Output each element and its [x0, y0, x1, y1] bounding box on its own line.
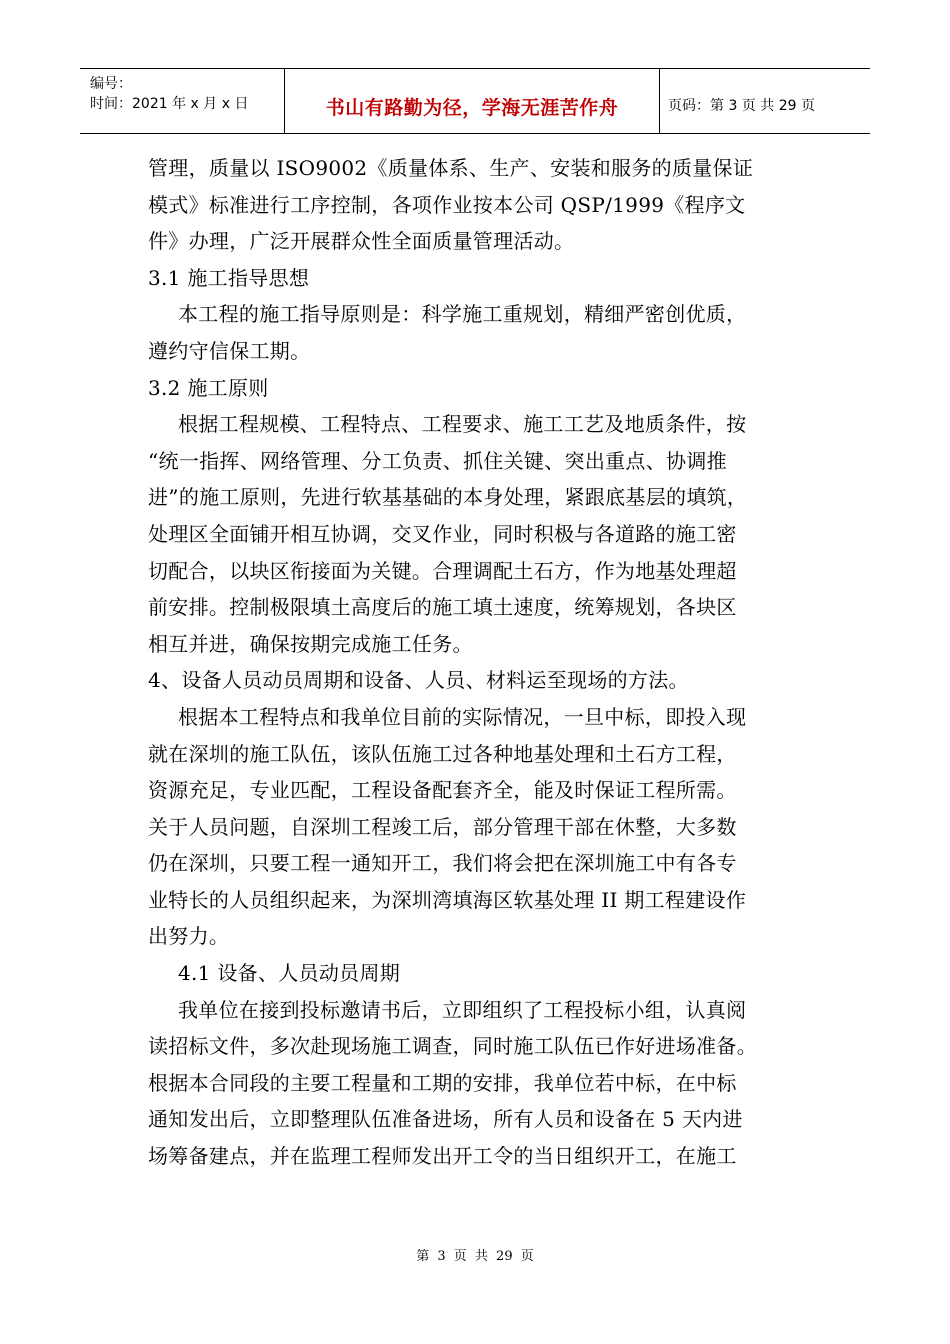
header-motto-cell — [284, 69, 660, 133]
text-line: 进”的施工原则，先进行软基基础的本身处理，紧跟底基层的填筑， — [148, 485, 748, 510]
header-meta — [80, 69, 284, 133]
text-line: 遵约守信保工期。 — [148, 338, 311, 363]
text-line: 业特长的人员组织起来，为深圳湾填海区软基处理 II 期工程建设作 — [148, 887, 747, 912]
text-line: 管理，质量以 ISO9002《质量体系、生产、安装和服务的质量保证 — [148, 156, 754, 180]
text-line: 出努力。 — [148, 924, 230, 949]
text-line: 切配合，以块区衔接面为关键。合理调配土石方，作为地基处理超 — [148, 558, 737, 583]
date-label: 时间：2021 年 x 月 x 日 — [90, 96, 249, 112]
section-heading-3-2: 3.2 施工原则 — [148, 375, 269, 400]
header-page-cell — [660, 69, 870, 133]
section-heading-4-1: 4.1 设备、人员动员周期 — [178, 961, 401, 986]
page-footer: 第 3 页 共 29 页 — [416, 1249, 534, 1264]
text-line: “统一指挥、网络管理、分工负责、抓住关键、突出重点、协调推 — [148, 448, 727, 473]
text-line: 根据本工程特点和我单位目前的实际情况，一旦中标，即投入现 — [178, 704, 747, 729]
text-line: 根据工程规模、工程特点、工程要求、施工工艺及地质条件，按 — [178, 412, 747, 437]
text-line: 场筹备建点，并在监理工程师发出开工令的当日组织开工，在施工 — [148, 1144, 737, 1169]
section-heading-4: 4、设备人员动员周期和设备、人员、材料运至现场的方法。 — [148, 668, 689, 693]
text-line: 前安排。控制极限填土高度后的施工填土速度，统筹规划，各块区 — [148, 595, 737, 620]
doc-number-label: 编号： — [90, 76, 132, 92]
text-line: 就在深圳的施工队伍，该队伍施工过各种地基处理和土石方工程， — [148, 741, 737, 766]
text-line: 根据本合同段的主要工程量和工期的安排，我单位若中标，在中标 — [148, 1070, 737, 1095]
text-line: 资源充足，专业匹配，工程设备配套齐全，能及时保证工程所需。 — [148, 778, 737, 803]
motto: 书山有路勤为径，学海无涯苦作舟 — [325, 97, 619, 119]
text-line: 我单位在接到投标邀请书后，立即组织了工程投标小组，认真阅 — [178, 997, 747, 1022]
text-line: 件》办理，广泛开展群众性全面质量管理活动。 — [148, 229, 575, 254]
text-line: 读招标文件，多次赴现场施工调查，同时施工队伍已作好进场准备。 — [148, 1034, 757, 1059]
page-header — [80, 68, 870, 134]
text-line: 处理区全面铺开相互协调，交叉作业，同时积极与各道路的施工密 — [148, 521, 737, 546]
text-line: 仍在深圳，只要工程一通知开工，我们将会把在深圳施工中有各专 — [148, 851, 737, 876]
text-line: 通知发出后，立即整理队伍准备进场，所有人员和设备在 5 天内进 — [148, 1107, 743, 1132]
text-line: 本工程的施工指导原则是：科学施工重规划，精细严密创优质， — [178, 302, 747, 327]
section-heading-3-1: 3.1 施工指导思想 — [148, 265, 310, 290]
document-body — [148, 150, 816, 1175]
text-line: 关于人员问题，自深圳工程竣工后，部分管理干部在休整，大多数 — [148, 814, 737, 839]
header-page-info: 页码：第 3 页 共 29 页 — [668, 98, 815, 114]
text-line: 模式》标准进行工序控制，各项作业按本公司 QSP/1999《程序文 — [148, 192, 746, 217]
text-line: 相互并进，确保按期完成施工任务。 — [148, 631, 473, 656]
